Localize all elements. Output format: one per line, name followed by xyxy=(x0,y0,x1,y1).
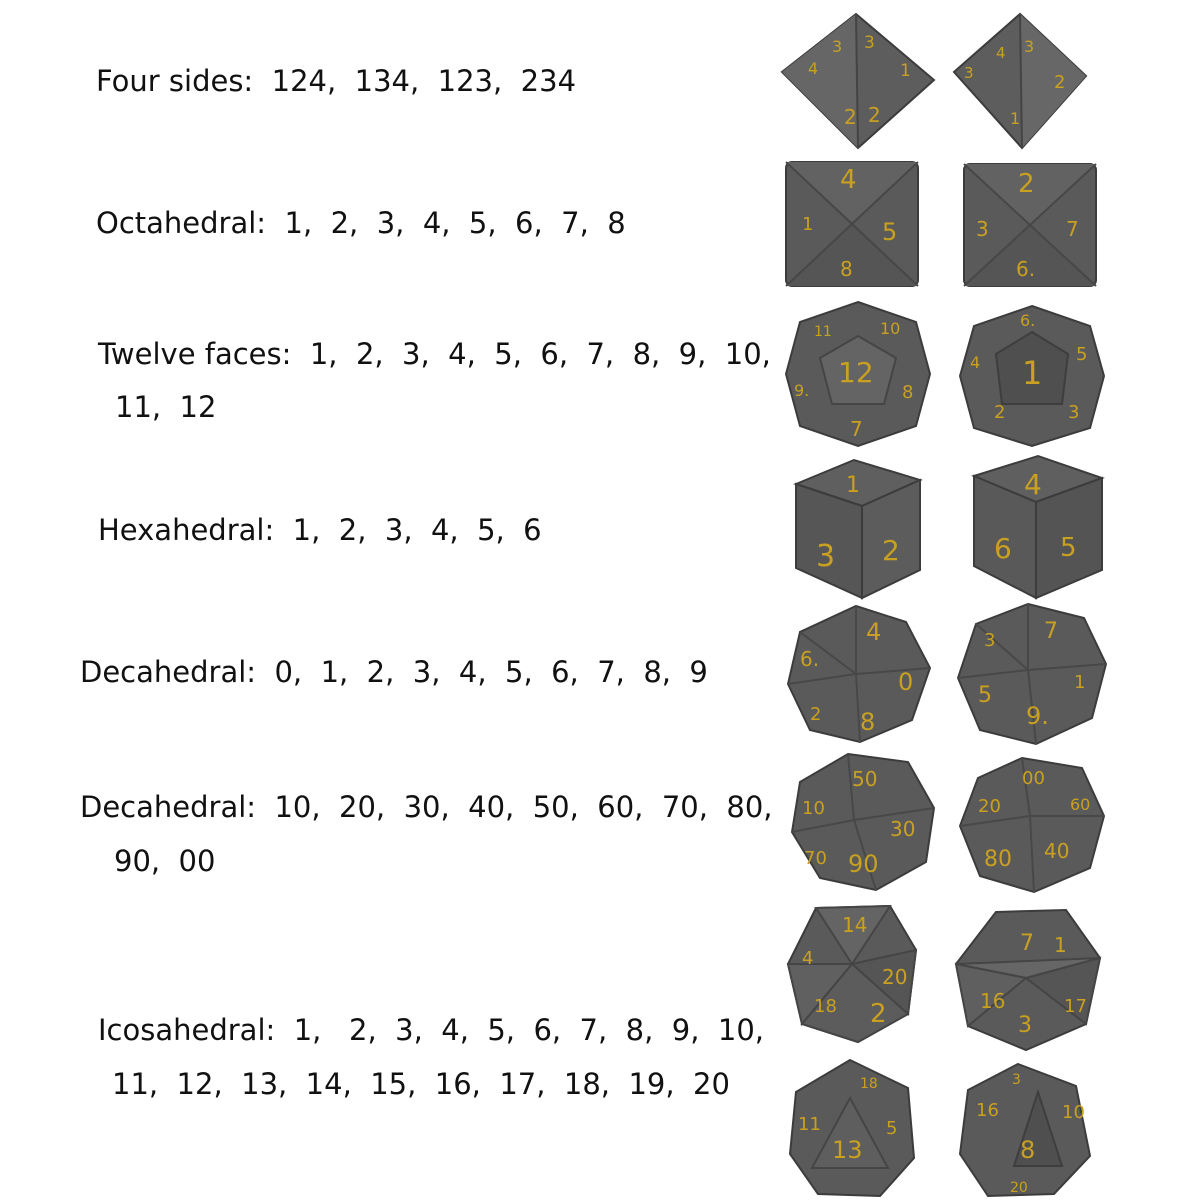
label-decahedral-tens-line1: Decahedral: 10, 20, 30, 40, 50, 60, 70, 80, xyxy=(80,790,773,824)
d12-die-left xyxy=(784,300,932,448)
d10-percentile-numeral: 00 xyxy=(1022,768,1045,789)
d4-die-left xyxy=(778,12,938,152)
d10-numeral: 4 xyxy=(866,618,882,646)
d20-numeral: 17 xyxy=(1064,996,1087,1017)
d4-numeral: 3 xyxy=(832,37,843,56)
d10-numeral: 5 xyxy=(978,683,992,708)
d20-die-right-lower xyxy=(958,1062,1094,1198)
d6-numeral: 1 xyxy=(846,473,860,498)
d10-numeral: 0 xyxy=(898,668,914,696)
d12-numeral: 7 xyxy=(850,417,863,441)
d20-numeral: 3 xyxy=(1018,1013,1032,1038)
d8-numeral: 6. xyxy=(1016,257,1036,281)
label-twelve-faces-line1: Twelve faces: 1, 2, 3, 4, 5, 6, 7, 8, 9, 10, xyxy=(98,337,771,371)
d20-numeral: 2 xyxy=(870,999,887,1029)
d6-numeral: 5 xyxy=(1060,533,1077,563)
d12-numeral: 10 xyxy=(880,319,901,338)
d20-die-left xyxy=(786,904,922,1044)
d20-numeral: 18 xyxy=(860,1076,878,1092)
d8-numeral: 2 xyxy=(1018,169,1035,199)
d10-numeral: 7 xyxy=(1044,619,1058,644)
d20-numeral: 14 xyxy=(842,913,868,937)
label-decahedral-tens-line2: 90, 00 xyxy=(114,844,216,878)
d20-die-right xyxy=(954,908,1104,1052)
d4-die-right xyxy=(950,12,1090,152)
d10-numeral: 8 xyxy=(860,708,876,736)
d12-die-right xyxy=(958,304,1106,448)
d6-numeral: 4 xyxy=(1024,468,1042,501)
d12-numeral: 9. xyxy=(794,381,810,400)
d8-numeral: 3 xyxy=(976,217,989,241)
d20-die-left-lower xyxy=(788,1058,918,1200)
label-icosahedral-line1: Icosahedral: 1, 2, 3, 4, 5, 6, 7, 8, 9, 10, xyxy=(98,1013,764,1047)
d8-numeral: 7 xyxy=(1066,217,1079,241)
d6-numeral: 3 xyxy=(816,539,836,574)
d10-percentile-numeral: 50 xyxy=(852,767,878,791)
d20-numeral: 7 xyxy=(1020,931,1034,956)
d12-numeral: 4 xyxy=(970,353,981,372)
d8-numeral: 1 xyxy=(802,214,814,235)
d10-numeral: 6. xyxy=(800,647,820,671)
d6-die-left xyxy=(788,456,924,602)
d20-numeral: 1 xyxy=(1054,933,1067,957)
d20-numeral: 20 xyxy=(882,965,908,989)
d6-numeral: 6 xyxy=(994,532,1012,565)
d20-numeral: 3 xyxy=(1012,1072,1021,1088)
d10-percentile-numeral: 40 xyxy=(1044,839,1070,863)
d10-percentile-numeral: 20 xyxy=(978,796,1001,817)
d4-numeral: 1 xyxy=(1010,109,1021,128)
d8-numeral: 5 xyxy=(882,218,898,246)
d12-numeral: 11 xyxy=(814,324,832,340)
d4-numeral: 2 xyxy=(844,105,857,129)
d10-percentile-numeral: 70 xyxy=(804,848,827,869)
d8-numeral: 4 xyxy=(840,165,857,195)
d8-die-left xyxy=(784,158,920,290)
d10-percentile-numeral: 80 xyxy=(984,847,1012,872)
d4-numeral: 3 xyxy=(964,64,974,82)
d4-numeral: 4 xyxy=(996,44,1006,62)
label-octahedral: Octahedral: 1, 2, 3, 4, 5, 6, 7, 8 xyxy=(96,206,626,240)
d20-numeral: 4 xyxy=(802,948,814,969)
d20-numeral: 16 xyxy=(976,1100,999,1121)
d4-numeral: 2 xyxy=(1054,72,1066,93)
d20-numeral: 5 xyxy=(886,1118,898,1139)
d12-numeral: 1 xyxy=(1022,354,1043,392)
d20-numeral: 11 xyxy=(798,1114,821,1135)
d12-numeral: 8 xyxy=(902,382,914,403)
d8-die-right xyxy=(962,160,1098,290)
d10-percentile-die-right xyxy=(958,756,1106,894)
d10-percentile-numeral: 60 xyxy=(1070,795,1091,814)
d10-die-left xyxy=(786,604,932,744)
label-twelve-faces-line2: 11, 12 xyxy=(115,390,217,424)
d6-numeral: 2 xyxy=(882,534,900,567)
d10-percentile-die-left xyxy=(790,752,936,892)
label-icosahedral-line2: 11, 12, 13, 14, 15, 16, 17, 18, 19, 20 xyxy=(112,1067,730,1101)
d20-numeral: 13 xyxy=(832,1136,863,1164)
d10-percentile-numeral: 10 xyxy=(802,798,825,819)
d20-numeral: 10 xyxy=(1062,1102,1085,1123)
d20-numeral: 20 xyxy=(1010,1180,1028,1196)
d6-die-right xyxy=(970,452,1106,602)
d12-numeral: 5 xyxy=(1076,344,1088,365)
d4-numeral: 2 xyxy=(868,103,881,127)
d12-numeral: 3 xyxy=(1068,402,1080,423)
d8-numeral: 8 xyxy=(840,257,853,281)
d4-numeral: 4 xyxy=(808,59,819,78)
d4-numeral: 3 xyxy=(864,33,875,53)
d20-numeral: 8 xyxy=(1020,1136,1036,1164)
d10-percentile-numeral: 90 xyxy=(848,850,879,878)
label-decahedral-units: Decahedral: 0, 1, 2, 3, 4, 5, 6, 7, 8, 9 xyxy=(80,655,708,689)
d20-numeral: 16 xyxy=(980,989,1006,1013)
d4-numeral: 3 xyxy=(1024,37,1035,56)
d10-numeral: 3 xyxy=(984,630,996,651)
d10-percentile-numeral: 30 xyxy=(890,817,916,841)
d12-numeral: 12 xyxy=(838,356,874,389)
d10-numeral: 2 xyxy=(810,704,822,725)
label-four-sides: Four sides: 124, 134, 123, 234 xyxy=(96,64,577,98)
d20-numeral: 18 xyxy=(814,996,837,1017)
d10-die-right xyxy=(956,602,1108,746)
d4-numeral: 1 xyxy=(900,61,911,81)
label-hexahedral: Hexahedral: 1, 2, 3, 4, 5, 6 xyxy=(98,513,542,547)
d12-numeral: 6. xyxy=(1020,311,1036,330)
d12-numeral: 2 xyxy=(994,402,1006,423)
d10-numeral: 1 xyxy=(1074,672,1086,693)
d10-numeral: 9. xyxy=(1026,702,1049,730)
